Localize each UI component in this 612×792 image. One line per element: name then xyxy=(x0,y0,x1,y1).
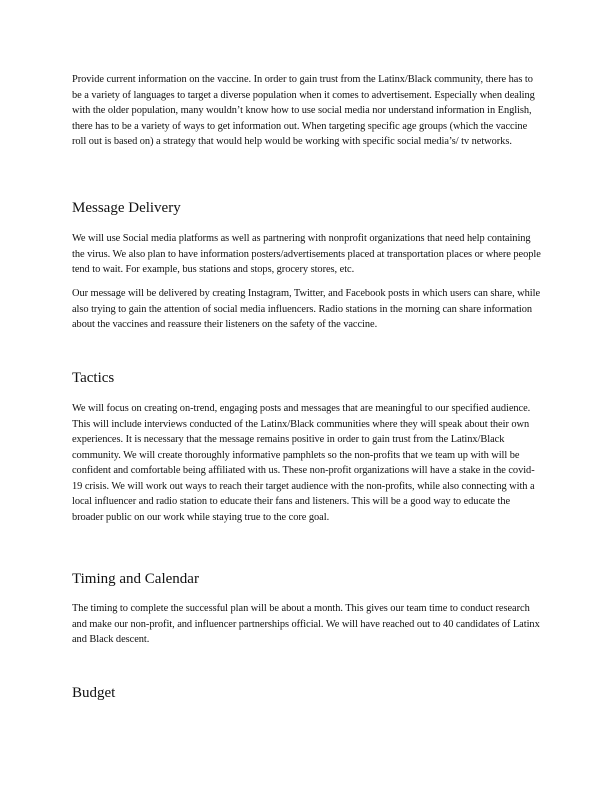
message-delivery-paragraph-1: We will use Social media platforms as well as partnering with nonprofit organizations that need help containing the virus. We also plan to have information posters/advertisements placed at transportation places or where people tend to wait. For example, bus stations and stops, grocery stores, etc. xyxy=(72,233,541,275)
tactics-paragraph: We will focus on creating on-trend, engaging posts and messages that are meaningful to our specified audience. This will include interviews conducted of the Latinx/Black communities where they will speak about their own experiences. It is necessary that the message remains positive in order to gain trust from the Latinx/Black community. We will create thoroughly informative pamphlets so the non-profits that we team up with will be confident and comfortable being affiliated with us. These non-profit organizations will have a stake in the covid-19 crisis. We will work out ways to reach their target audience with the non-profits, while also connecting with a local influencer and radio station to educate their fans and listeners. This will be a good way to educate the broader public on our work while staying true to the core goal. xyxy=(72,403,535,523)
message-delivery-paragraph-2: Our message will be delivered by creating Instagram, Twitter, and Facebook posts in which users can share, while also trying to gain the attention of social media influencers. Radio stations in the morning can share information about the vaccines and reassure their listeners on the safety of the vaccine. xyxy=(72,288,541,330)
tactics-heading: Tactics xyxy=(72,370,115,386)
budget-heading: Budget xyxy=(72,685,116,701)
timing-paragraph: The timing to complete the successful plan will be about a month. This gives our team time to conduct research and make our non-profit, and influencer partnerships official. We will have reached out to 40 candidates of Latinx and Black descent. xyxy=(72,603,540,645)
message-delivery-heading: Message Delivery xyxy=(72,200,181,216)
timing-heading: Timing and Calendar xyxy=(72,571,199,587)
intro-paragraph: Provide current information on the vaccine. In order to gain trust from the Latinx/Black community, there has to be a variety of languages to target a diverse population when it comes to advertisement. Especially when dealing with the older population, many wouldn’t know how to use social media nor understand information in English, there has to be a variety of ways to get information out. When targeting specific age groups (which the vaccine roll out is based on) a strategy that would help would be working with specific social media’s/ tv networks. xyxy=(72,74,535,147)
